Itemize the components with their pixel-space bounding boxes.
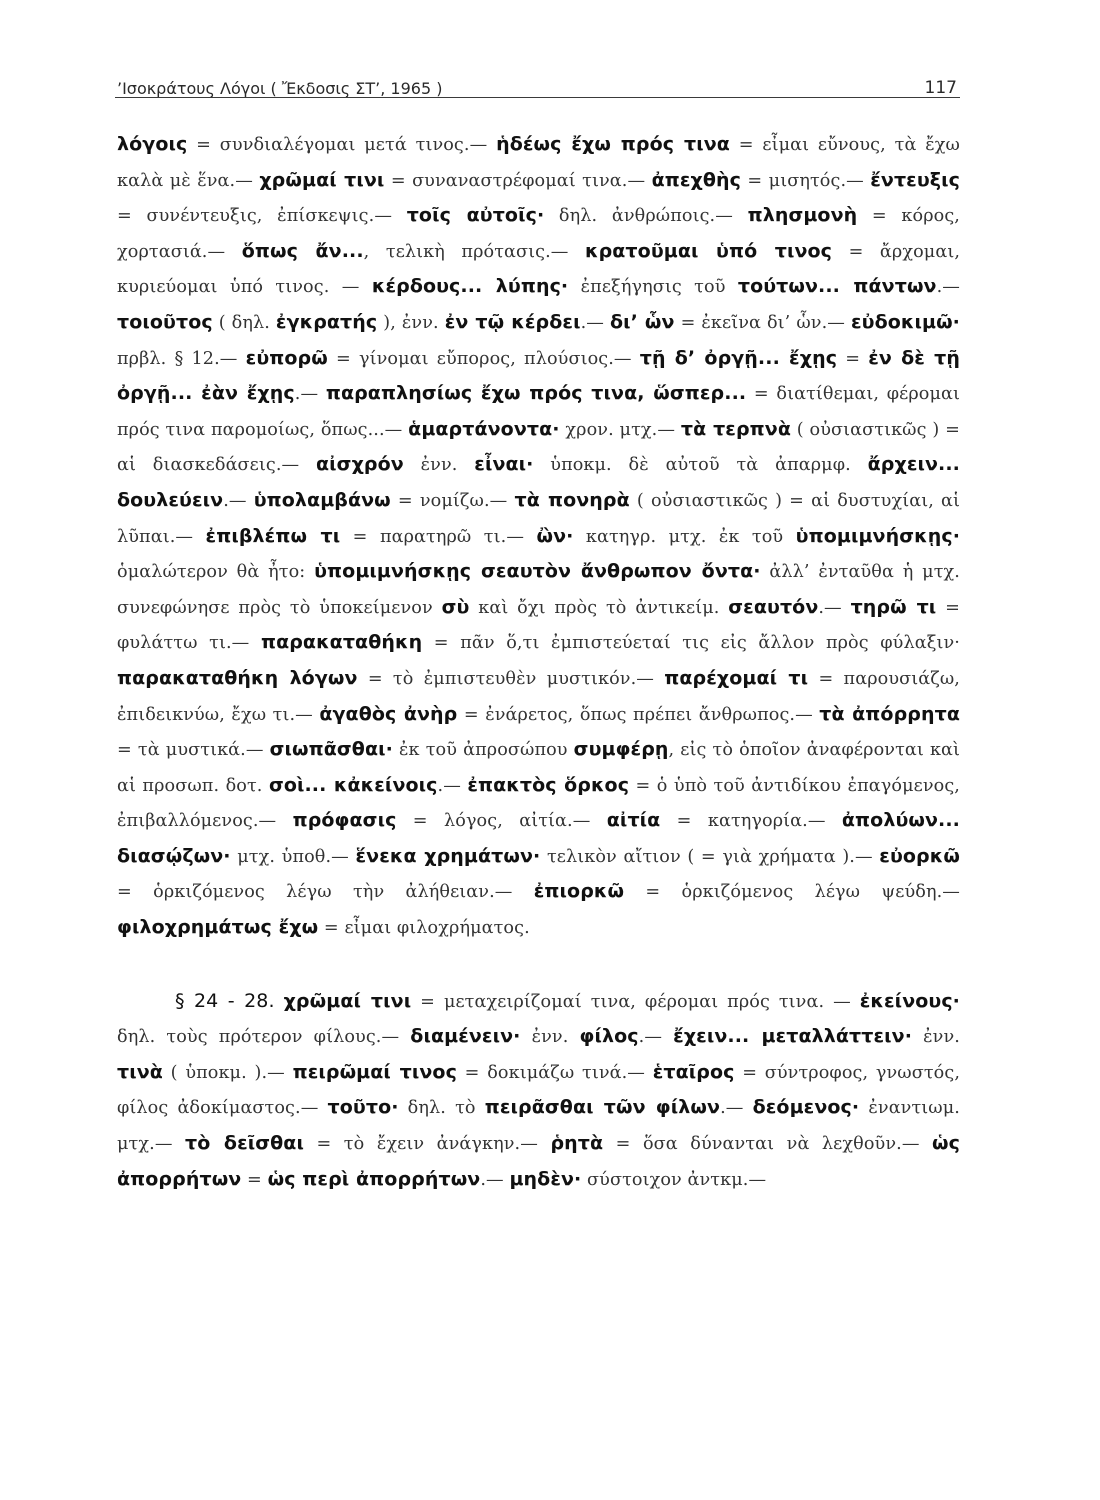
lemma: ἀπεχθὴς: [651, 168, 742, 191]
lemma: φίλος: [579, 1025, 639, 1048]
lemma: ἁμαρτάνοντα·: [408, 417, 560, 440]
lemma: ἑταῖρος: [652, 1060, 735, 1083]
explanation: = φυλάττω τι.—: [117, 597, 960, 654]
commentary-paragraph: [117, 127, 960, 946]
lemma: τοιοῦτος: [117, 310, 213, 333]
lemma: χρῶμαί τινι: [283, 989, 412, 1012]
explanation: ἐνν.: [912, 1027, 960, 1048]
explanation: = γίνομαι εὔπορος, πλούσιος.—: [327, 348, 640, 369]
paragraph-gap: [117, 946, 960, 984]
lemma: ἐπιβλέπω τι: [205, 524, 341, 547]
explanation: = εἶμαι φιλοχρήματος.: [318, 918, 530, 939]
lemma: τὰ πονηρὰ: [514, 488, 630, 511]
explanation: ( δηλ.: [212, 312, 276, 333]
lemma: τούτων... πάντων: [737, 275, 937, 298]
explanation: = σύντροφος, γνωστός, φίλος ἀδοκίμαστος.—: [117, 1062, 961, 1119]
lemma: πειρᾶσθαι τῶν φίλων: [484, 1096, 721, 1119]
lemma: αἰτία: [606, 809, 661, 832]
lemma: φιλοχρημάτως ἔχω: [117, 916, 319, 939]
explanation: ), ἐνν.: [377, 312, 445, 333]
lemma: σεαυτόν: [728, 595, 819, 618]
lemma: τινὰ: [117, 1060, 163, 1083]
lemma: δεόμενος·: [752, 1096, 860, 1119]
lemma: ἔχειν... μεταλλάττειν·: [673, 1025, 913, 1048]
lemma: ὑπομιμνήσκῃς σεαυτὸν ἄνθρωπον ὄντα·: [314, 560, 761, 583]
lemma: ἄρχειν... δουλεύειν: [117, 453, 960, 511]
lemma: λόγοις: [117, 133, 188, 155]
explanation: σύστοιχον ἀντκμ.—: [581, 1169, 767, 1190]
lemma: ἀπολύων... διασῴζων·: [117, 809, 960, 867]
lemma: εὐπορῶ: [245, 346, 328, 369]
explanation: ἀλλ’ ἐνταῦθα ἡ μτχ. συνεφώνησε πρὸς τὸ ὑποκείμενον: [117, 562, 960, 618]
lemma: εὐδοκιμῶ·: [850, 310, 960, 333]
explanation: = ὁρκιζόμενος λέγω τὴν ἀλήθειαν.—: [117, 882, 534, 903]
page-number: 117: [924, 78, 957, 98]
explanation: = ἐκεῖνα δι’ ὧν.—: [674, 312, 851, 333]
lemma: παρέχομαί τι: [664, 666, 809, 689]
lemma: ὡς περὶ ἀπορρήτων: [267, 1167, 481, 1190]
lemma: παρακαταθήκη λόγων: [117, 666, 358, 689]
header-rule: [115, 97, 960, 98]
explanation: .—: [480, 1169, 510, 1190]
explanation: .—: [936, 277, 960, 298]
lemma: τηρῶ τι: [850, 595, 937, 618]
explanation: = συνέντευξις, ἐπίσκεψις.—: [117, 206, 407, 227]
explanation: .—: [818, 597, 851, 618]
lemma: τῇ δ’ ὀργῇ... ἔχῃς: [639, 346, 838, 369]
lemma: ἀγαθὸς ἀνὴρ: [319, 702, 458, 725]
explanation: .—: [638, 1027, 674, 1048]
explanation: ( οὐσιαστικῶς ) = αἱ δυστυχίαι, αἱ λῦπαι.—: [117, 490, 960, 547]
explanation: ὑποκμ. δὲ αὐτοῦ τὰ ἀπαρμφ.: [533, 455, 868, 476]
explanation: δηλ. τοὺς πρότερον φίλους.—: [117, 1027, 411, 1048]
lemma: ἡδέως ἔχω πρός τινα: [496, 133, 730, 155]
section-reference: § 24 - 28.: [175, 989, 275, 1012]
explanation: [275, 992, 284, 1012]
explanation: χρον. μτχ.—: [559, 419, 681, 440]
explanation: μτχ. ὑποθ.—: [230, 846, 356, 867]
lemma: σιωπᾶσθαι·: [269, 738, 393, 761]
explanation: = μισητός.—: [741, 170, 871, 191]
lemma: ἐπακτὸς ὅρκος: [467, 773, 630, 796]
explanation: = ἐνάρετος, ὅπως πρέπει ἄνθρωπος.—: [457, 704, 820, 725]
commentary-paragraph: [117, 984, 960, 1198]
lemma: συμφέρῃ: [573, 738, 669, 761]
explanation: = παρουσιάζω, ἐπιδεικνύω, ἔχω τι.—: [117, 668, 960, 725]
lemma: ὑπομιμνήσκῃς·: [795, 524, 961, 547]
lemma: τὸ δεῖσθαι: [185, 1132, 304, 1155]
explanation: τελικὸν αἴτιον ( = γιὰ χρήματα ).—: [540, 846, 880, 867]
lemma: διαμένειν·: [410, 1025, 521, 1048]
lemma: ἐν τῷ κέρδει: [444, 310, 581, 333]
explanation: δηλ. ἀνθρώποις.—: [544, 206, 748, 227]
explanation: = κατηγορία.—: [660, 811, 842, 832]
explanation: ἐναντιωμ. μτχ.—: [117, 1098, 960, 1155]
explanation: = πᾶν ὅ,τι ἐμπιστεύεταί τις εἰς ἄλλον πρὸς φύλαξιν·: [422, 633, 960, 654]
lemma: πειρῶμαί τινος: [292, 1060, 457, 1083]
running-title: ’Ισοκράτους Λόγοι ( Ἔκδοσις ΣΤ’, 1965 ): [117, 79, 443, 98]
explanation: ( οὐσιαστικῶς ) = αἱ διασκεδάσεις.—: [117, 419, 960, 476]
explanation: .—: [294, 384, 326, 405]
explanation: πρβλ. § 12.—: [117, 348, 246, 369]
explanation: = ὅσα δύνανται νὰ λεχθοῦν.—: [603, 1134, 933, 1155]
explanation: = κόρος, χορτασιά.—: [117, 206, 960, 262]
explanation: , τελικὴ πρότασις.—: [363, 241, 585, 262]
lemma: σὺ: [441, 595, 470, 618]
lemma: ἔντευξις: [870, 168, 960, 191]
lemma: αἰσχρόν: [316, 453, 404, 476]
lemma: πλησμονὴ: [747, 204, 858, 227]
explanation: = μεταχειρίζομαί τινα, φέρομαι πρός τινα. —: [411, 991, 860, 1012]
lemma: εἶναι·: [474, 453, 534, 476]
explanation: κατηγρ. μτχ. ἐκ τοῦ: [573, 526, 796, 547]
explanation: ἐπεξήγησις τοῦ: [568, 277, 738, 298]
explanation: ἐνν.: [403, 455, 475, 476]
lemma: ὑπολαμβάνω: [253, 488, 391, 511]
lemma: κέρδους... λύπης·: [371, 275, 569, 298]
lemma: ἐπιορκῶ: [533, 880, 625, 903]
explanation: = τὸ ἔχειν ἀνάγκην.—: [303, 1134, 551, 1155]
lemma: κρατοῦμαι ὑπό τινος: [584, 239, 833, 262]
lemma: ἐν δὲ τῇ ὀργῇ... ἐὰν ἔχῃς: [117, 346, 960, 405]
lemma: χρῶμαί τινι: [259, 168, 385, 191]
lemma: παραπλησίως ἔχω πρός τινα, ὥσπερ...: [325, 382, 747, 405]
explanation: ἐκ τοῦ ἀπροσώπου: [392, 740, 574, 761]
lemma: εὐορκῶ: [879, 844, 960, 867]
explanation: , εἰς τὸ ὁποῖον ἀναφέρονται καὶ αἱ προσωπ. δοτ.: [117, 740, 961, 796]
lemma: τοῦτο·: [327, 1096, 399, 1119]
lemma: ὅπως ἄν...: [241, 239, 364, 262]
lemma: ἐκείνους·: [859, 989, 960, 1012]
lemma: δι’ ὧν: [609, 310, 675, 333]
lemma: σοὶ... κἀκείνοις: [268, 773, 438, 796]
explanation: = ὁ ὑπὸ τοῦ ἀντιδίκου ἐπαγόμενος, ἐπιβαλλόμενος.—: [117, 775, 960, 832]
explanation: =: [837, 348, 869, 369]
lemma: τὰ τερπνὰ: [680, 417, 791, 440]
explanation: ἐνν.: [520, 1027, 580, 1048]
explanation: .—: [580, 312, 610, 333]
lemma: τοῖς αὐτοῖς·: [406, 204, 545, 227]
running-head: [117, 64, 957, 98]
explanation: ὁμαλώτερον θὰ ἦτο:: [117, 562, 315, 583]
explanation: = νομίζω.—: [390, 490, 515, 511]
explanation: = δοκιμάζω τινά.—: [456, 1062, 653, 1083]
explanation: .—: [223, 490, 254, 511]
explanation: = ἄρχομαι, κυριεύομαι ὑπό τινος. —: [117, 241, 961, 298]
explanation: .—: [720, 1098, 753, 1119]
lemma: ῥητὰ: [550, 1132, 604, 1155]
explanation: = συνδιαλέγομαι μετά τινος.—: [187, 135, 497, 155]
lemma: ὡς ἀπορρήτων: [117, 1132, 960, 1190]
explanation: δηλ. τὸ: [398, 1098, 485, 1119]
lemma: ὢν·: [536, 524, 574, 547]
lemma: παρακαταθήκη: [260, 631, 423, 654]
explanation: ( ὑποκμ. ).—: [162, 1062, 293, 1083]
explanation: = διατίθεμαι, φέρομαι πρός τινα παρομοίως, ὅπως...—: [117, 384, 960, 440]
lemma: τὰ ἀπόρρητα: [819, 702, 960, 725]
explanation: = τὰ μυστικά.—: [117, 740, 270, 761]
lemma: μηδὲν·: [509, 1167, 582, 1190]
explanation: καὶ ὄχι πρὸς τὸ ἀντικείμ.: [469, 597, 729, 618]
explanation: = λόγος, αἰτία.—: [396, 811, 607, 832]
explanation: = ὁρκιζόμενος λέγω ψεύδη.—: [624, 882, 960, 903]
lemma: πρόφασις: [292, 809, 397, 832]
explanation: .—: [437, 775, 468, 796]
explanation: = εἶμαι εὔνους, τὰ ἔχω καλὰ μὲ ἕνα.—: [117, 135, 960, 191]
lemma: ἕνεκα χρημάτων·: [355, 844, 541, 867]
commentary-text: [117, 127, 960, 1197]
explanation: = παρατηρῶ τι.—: [340, 526, 537, 547]
explanation: = τὸ ἐμπιστευθὲν μυστικόν.—: [357, 668, 665, 689]
explanation: = συναναστρέφομαί τινα.—: [384, 170, 652, 191]
explanation: =: [241, 1169, 268, 1190]
lemma: ἐγκρατής: [275, 310, 378, 333]
